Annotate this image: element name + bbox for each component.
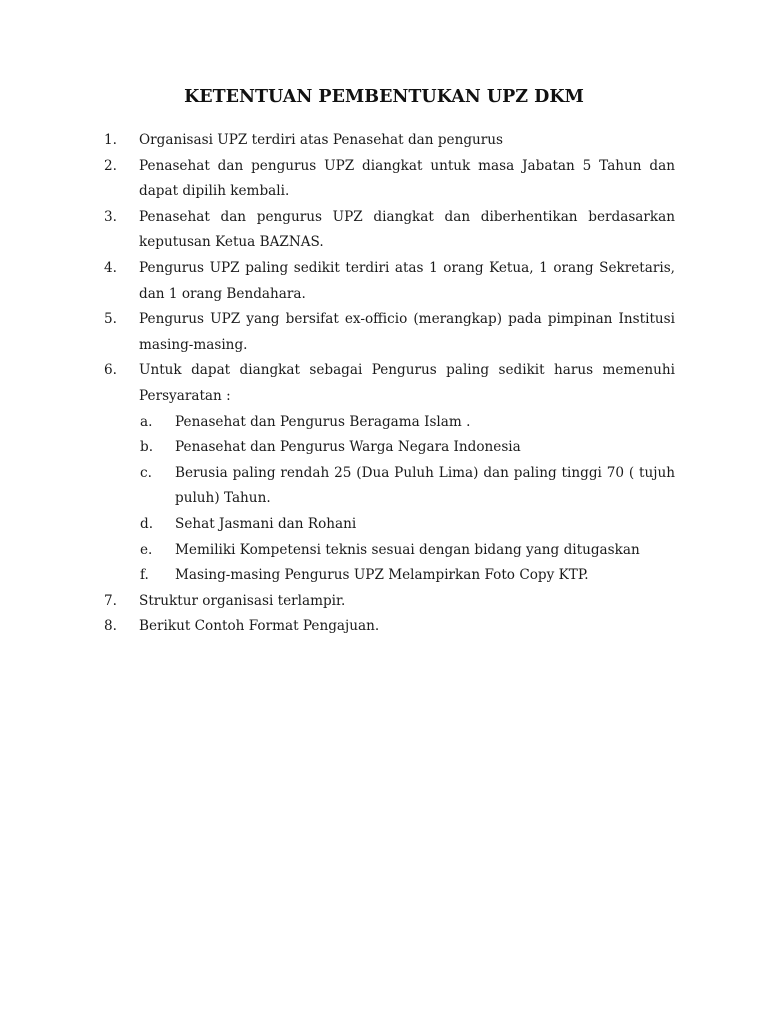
subitem-letter: f.	[140, 567, 149, 584]
list-item	[104, 614, 675, 640]
subitem-letter: e.	[140, 541, 153, 558]
sublist-item	[139, 461, 675, 512]
item-number: 8.	[104, 618, 117, 635]
document-title: KETENTUAN PEMBENTUKAN UPZ DKM	[184, 87, 584, 107]
list-item	[104, 589, 675, 615]
item-number: 6.	[104, 362, 117, 379]
subitem-text: Penasehat dan Pengurus Beragama Islam .	[175, 413, 471, 430]
item-text: Berikut Contoh Format Pengajuan.	[139, 618, 380, 635]
requirements-sublist	[139, 410, 675, 589]
item-text: Pengurus UPZ paling sedikit terdiri atas 1 orang Ketua, 1 orang Sekretaris, dan 1 orang Bendahara.	[139, 259, 675, 302]
sublist-item	[139, 512, 675, 538]
list-item	[104, 205, 675, 256]
sublist-item	[139, 435, 675, 461]
item-text: Penasehat dan pengurus UPZ diangkat dan diberhentikan berdasarkan keputusan Ketua BAZNAS.	[139, 208, 675, 251]
list-item	[104, 154, 675, 205]
item-text: Penasehat dan pengurus UPZ diangkat untuk masa Jabatan 5 Tahun dan dapat dipilih kembali.	[139, 157, 675, 200]
subitem-text: Masing-masing Pengurus UPZ Melampirkan Foto Copy KTP.	[175, 567, 589, 584]
list-item	[104, 256, 675, 307]
sublist-item	[139, 410, 675, 436]
item-text: Organisasi UPZ terdiri atas Penasehat dan pengurus	[139, 132, 504, 148]
list-item	[104, 128, 675, 154]
item-number: 2.	[104, 157, 117, 174]
item-number: 4.	[104, 259, 117, 276]
item-number: 1.	[104, 132, 117, 148]
subitem-letter: a.	[140, 413, 153, 430]
item-text: Untuk dapat diangkat sebagai Pengurus paling sedikit harus memenuhi Persyaratan :	[139, 362, 675, 404]
subitem-text: Memiliki Kompetensi teknis sesuai dengan bidang yang ditugaskan	[175, 541, 640, 558]
list-item	[104, 307, 675, 358]
item-text: Struktur organisasi terlampir.	[139, 592, 346, 609]
subitem-letter: c.	[140, 464, 152, 481]
subitem-text: Sehat Jasmani dan Rohani	[175, 515, 357, 532]
item-number: 5.	[104, 311, 117, 328]
subitem-letter: b.	[140, 439, 154, 456]
item-text: Pengurus UPZ yang bersifat ex-officio (merangkap) pada pimpinan Institusi masing-masing.	[139, 311, 675, 353]
sublist-item	[139, 563, 675, 589]
list-item-requirements	[104, 358, 675, 588]
item-number: 7.	[104, 592, 117, 609]
item-number: 3.	[104, 208, 117, 225]
sublist-item	[139, 538, 675, 564]
subitem-text: Berusia paling rendah 25 (Dua Puluh Lima) dan paling tinggi 70 ( tujuh puluh) Tahun.	[175, 464, 675, 507]
subitem-letter: d.	[140, 515, 154, 532]
subitem-text: Penasehat dan Pengurus Warga Negara Indonesia	[175, 439, 521, 456]
provisions-list	[104, 128, 675, 640]
